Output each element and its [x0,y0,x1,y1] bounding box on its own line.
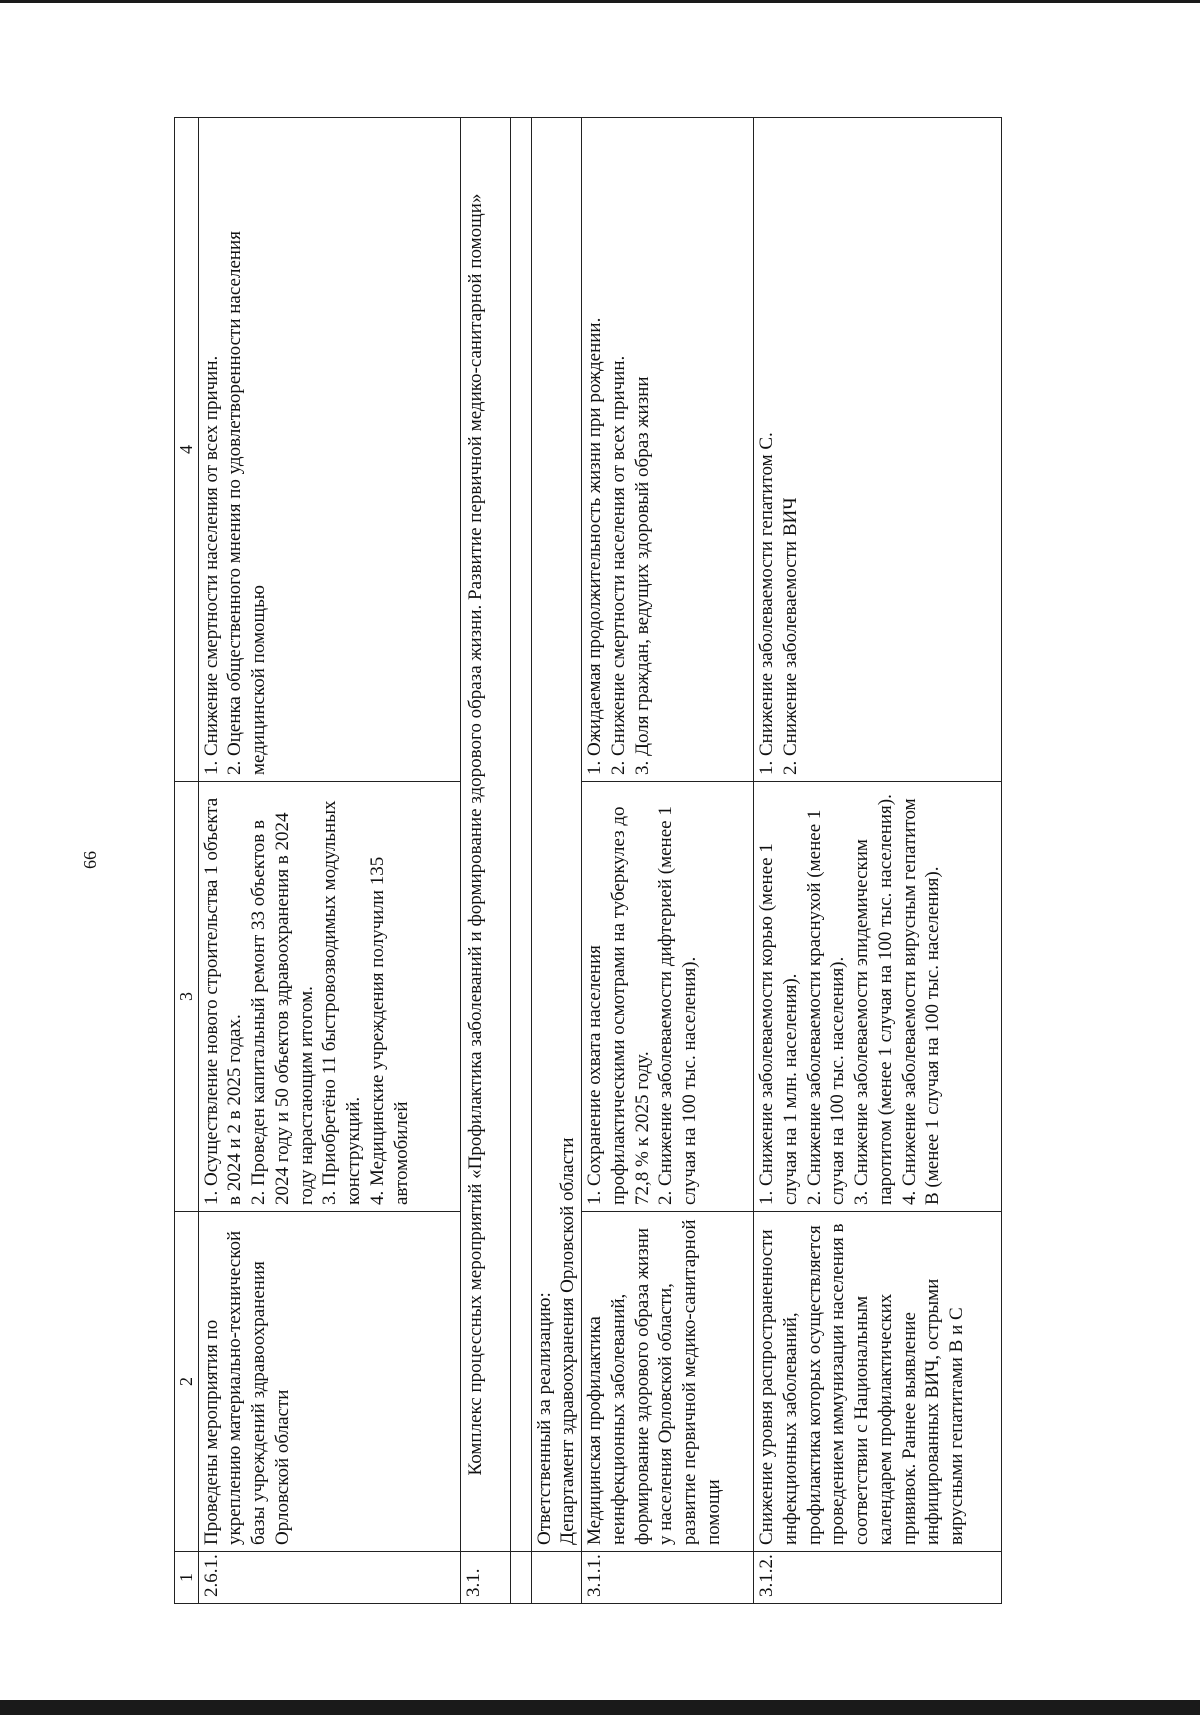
rotated-table-container [174,118,1088,1604]
indicator-item: 1. Ожидаемая продолжительность жизни при рождении. [584,317,605,775]
header-col-2: 2 [175,1212,199,1552]
header-col-4: 4 [175,118,199,782]
page-number: 66 [80,851,100,869]
result-item: 1. Сохранение охвата населения профилактическими осмотрами на туберкулез до 72,8 % к 2025 году. [584,806,653,1205]
row-number: 2.6.1. [198,1552,460,1604]
header-col-3: 3 [175,782,199,1212]
indicator-item: 3. Доля граждан, ведущих здоровый образ жизни [631,376,653,775]
row-indicators [198,118,460,782]
indicator-item: 2. Снижение заболеваемости ВИЧ [779,497,801,775]
row-number: 3.1.2. [754,1552,1002,1604]
indicator-item: 2. Оценка общественного мнения по удовлетворенности населения медицинской помощью [224,231,269,775]
responsible-cell [531,118,582,1552]
row-description: Проведены мероприятия по укреплению материально-технической базы учреждений здравоохранения Орловской области [198,1212,460,1552]
table-row [198,118,460,1604]
row-indicators [582,118,754,782]
header-col-1: 1 [175,1552,199,1604]
table-row [582,118,754,1604]
section-title-row [460,118,510,1604]
result-item: 1. Осуществление нового строительства 1 объекта в 2024 и 2 в 2025 годах. [200,797,246,1205]
responsible-row [531,118,582,1604]
result-item: 2. Снижение заболеваемости дифтерией (менее 1 случая на 100 тыс. населения). [655,806,700,1205]
row-results [198,782,460,1212]
row-description: Снижение уровня распространенности инфекционных заболеваний, профилактика которых осуществляется проведением иммунизации населения в соответствии с Национальным календарем профилактических прививок. Раннее выявление инфицированных ВИЧ, острыми вирусными гепатитами В и С [754,1212,1002,1552]
row-results [582,782,754,1212]
row-description: Медицинская профилактика неинфекционных заболеваний, формирование здорового образа жизни у населения Орловской области, развитие первичной медико-санитарной помощи [582,1212,754,1552]
result-item: 2. Проведен капитальный ремонт 33 объектов в 2024 году и 50 объектов здравоохранения в 2024 году нарастающим итогом. [248,812,317,1205]
result-item: 4. Медицинские учреждения получили 135 автомобилей [366,856,412,1205]
table-row [754,118,1002,1604]
row-number: 3.1.1. [582,1552,754,1604]
result-item: 4. Снижение заболеваемости вирусным гепатитом В (менее 1 случая на 100 тыс. населения). [898,798,944,1205]
top-border-line [0,0,1200,3]
row-indicators [754,118,1002,782]
result-item: 1. Снижение заболеваемости корью (менее 1 случая на 1 млн. населения). [756,843,801,1205]
result-item: 3. Приобретёно 11 быстровозводимых модульных конструкций. [319,800,364,1205]
section-title: Комплекс процессных мероприятий «Профилактика заболеваний и формирование здорового образа жизни. Развитие первичной медико-санитарной помощи» [460,118,510,1552]
row-results [754,782,1002,1212]
responsible-label: Ответственный за реализацию: [533,1292,555,1545]
indicator-item: 1. Снижение смертности населения от всех причин. [200,355,222,775]
spacer-row [510,118,531,1604]
header-row [175,118,199,1604]
section-number: 3.1. [460,1552,510,1604]
result-item: 3. Снижение заболеваемости эпидемическим паротитом (менее 1 случая на 100 тыс. населения). [851,794,896,1205]
result-item: 2. Снижение заболеваемости краснухой (менее 1 случая на 100 тыс. населения). [803,809,849,1205]
indicator-item: 2. Снижение смертности населения от всех причин. [607,355,629,775]
bottom-border-bar [0,1700,1200,1715]
responsible-value: Департамент здравоохранения Орловской области [557,1137,579,1545]
indicator-item: 1. Снижение заболеваемости гепатитом С. [756,432,777,775]
measures-table [174,117,1002,1604]
responsible-empty [531,1552,582,1604]
